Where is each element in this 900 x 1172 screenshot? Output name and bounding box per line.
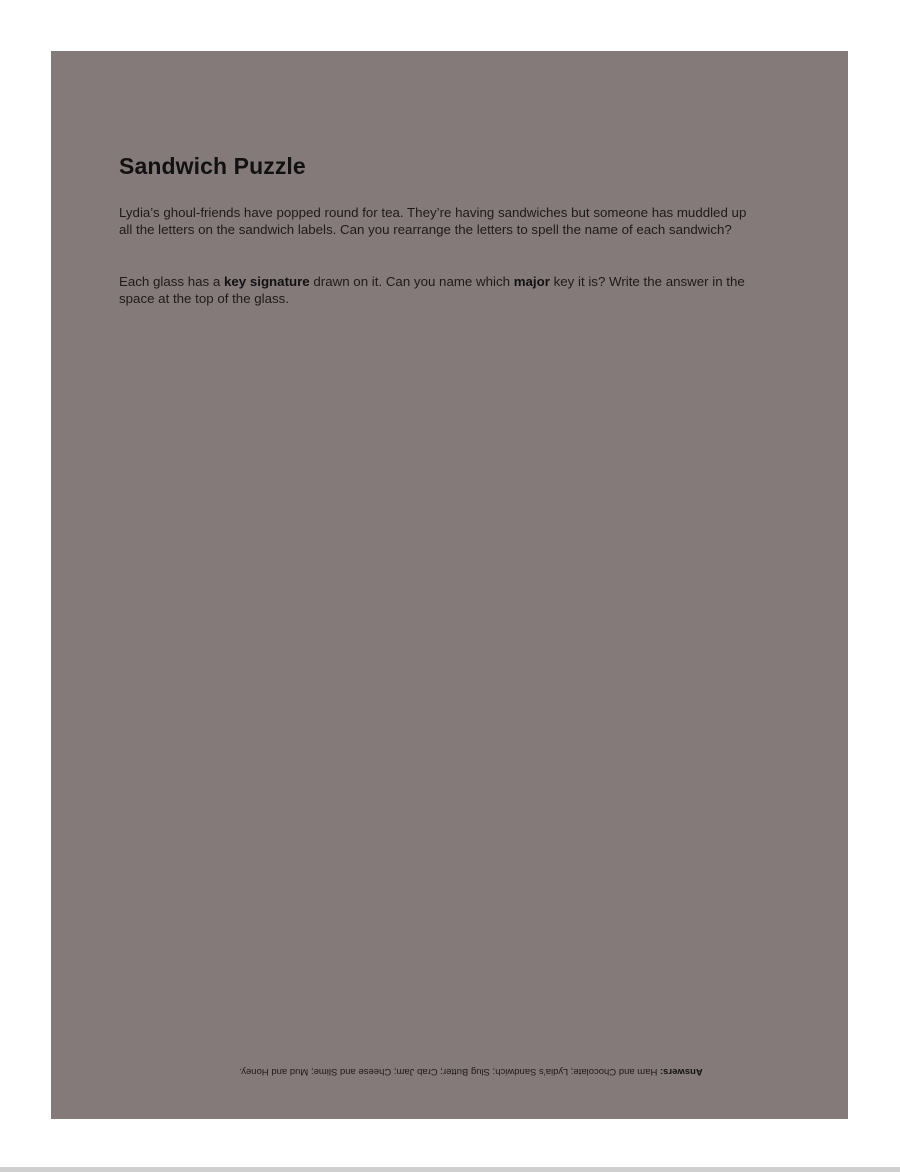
glass-text-part1: Each glass has a <box>119 274 224 289</box>
answers-label: Answers: <box>659 1066 703 1077</box>
page-title: Sandwich Puzzle <box>119 153 306 179</box>
intro-paragraph: Lydia’s ghoul-friends have popped round for tea. They’re having sandwiches but someone has muddled up all the letters on the sandwich labels. Can you rearrange the letters to spell the name of each sandwich? <box>119 205 747 237</box>
answers-upside-down <box>196 1066 746 1077</box>
bottom-divider <box>0 1167 900 1172</box>
major-term: major <box>513 274 550 289</box>
glass-text-part3: key it is? Write the answer in the space at the top of the glass. <box>119 274 745 306</box>
glass-instructions-paragraph <box>119 273 759 307</box>
answers-text: Ham and Chocolate; Lydia’s Sandwich; Slug Butter; Crab Jam; Cheese and Slime; Mud and Honey. <box>239 1066 660 1077</box>
glass-text-part2: drawn on it. Can you name which <box>309 274 514 289</box>
key-signature-term: key signature <box>223 274 310 289</box>
puzzle-sheet <box>51 51 848 1119</box>
